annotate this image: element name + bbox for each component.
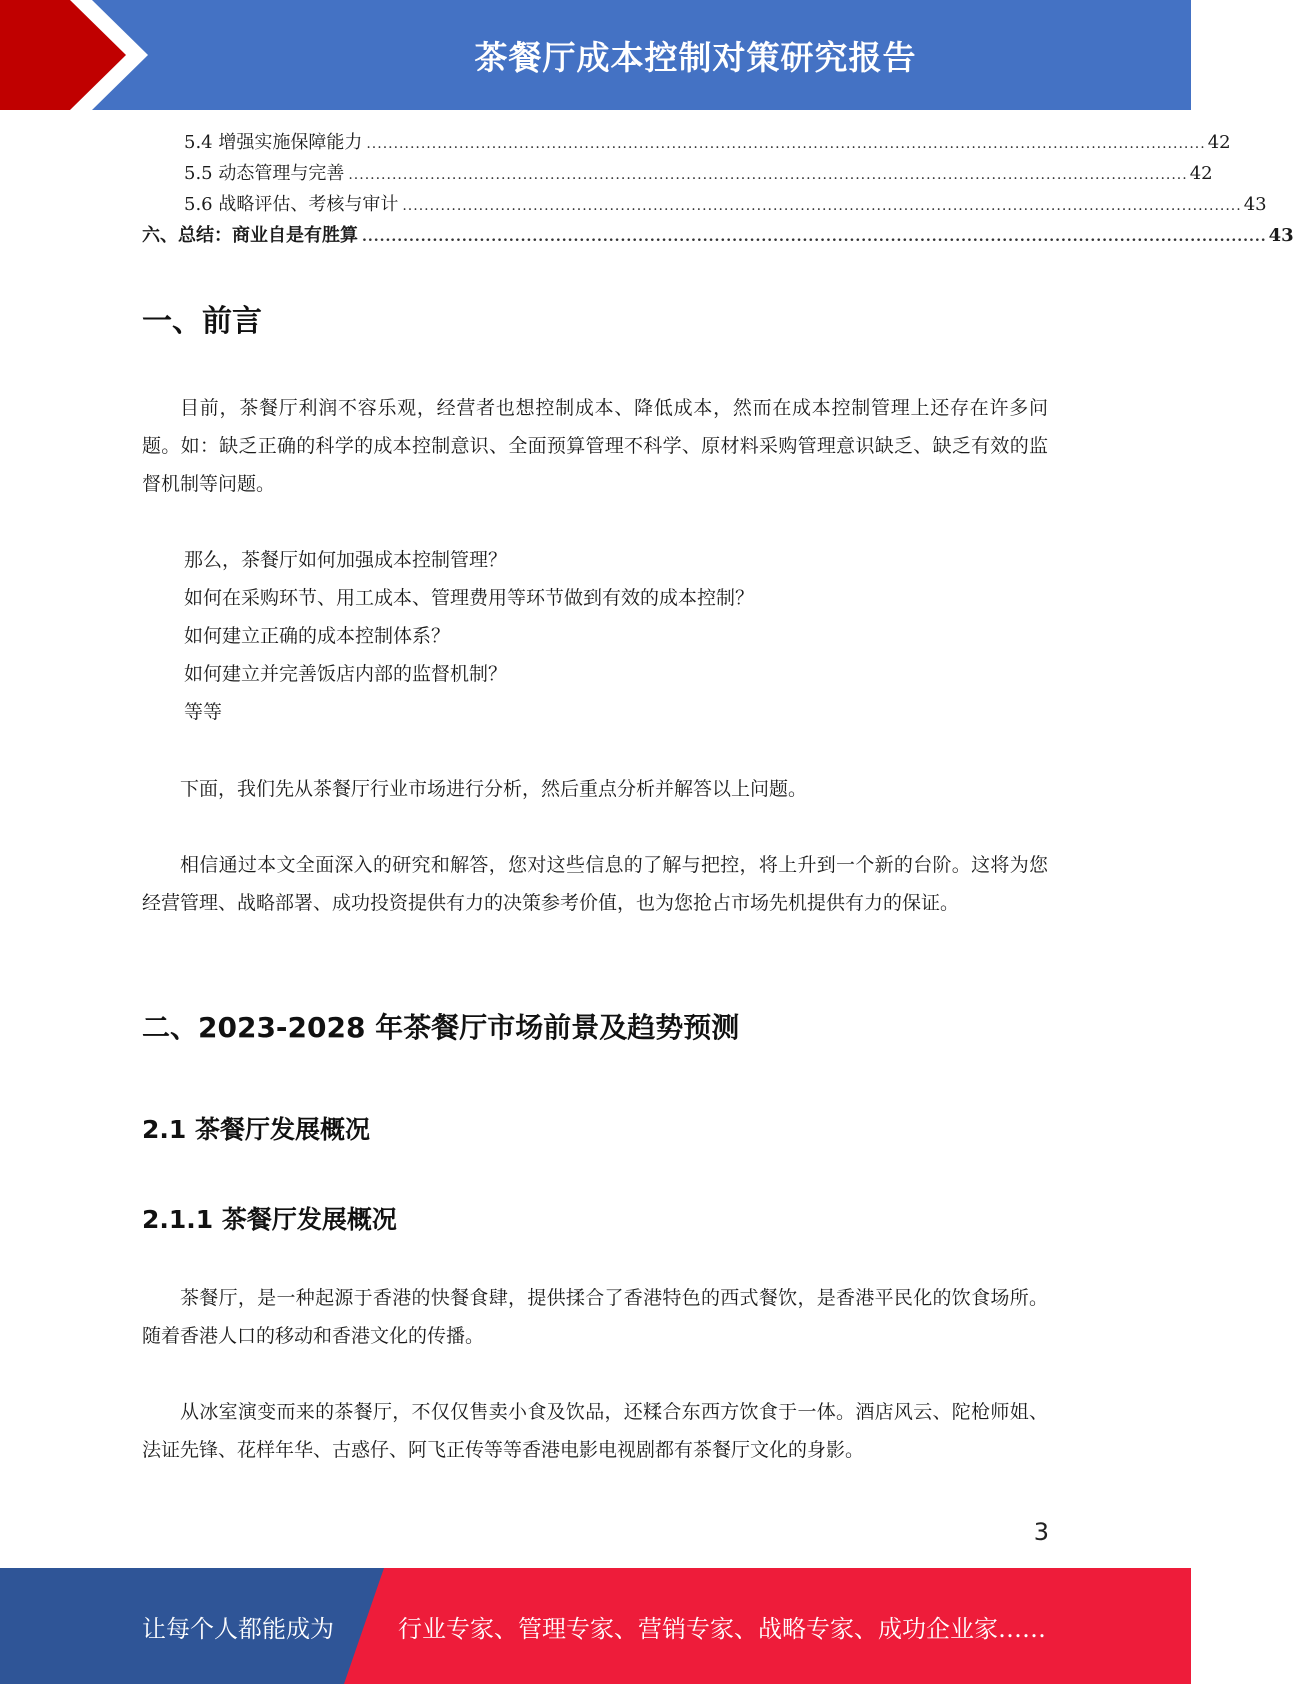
toc-entry-label: 六、总结：商业自是有胜算 [142, 225, 358, 246]
paragraph: 下面，我们先从茶餐厅行业市场进行分析，然后重点分析并解答以上问题。 [180, 778, 808, 800]
toc-entry-label: 5.5 动态管理与完善 [184, 163, 345, 184]
footer-slogan-left: 让每个人都能成为 [142, 1614, 334, 1643]
page-number: 3 [1033, 1518, 1049, 1546]
overview-paragraph-1 [142, 1279, 1048, 1355]
preface-paragraph-2 [142, 770, 1048, 808]
page-footer [0, 1568, 1191, 1684]
header-title: 茶餐厅成本控制对策研究报告 [474, 37, 917, 77]
page-header [0, 0, 1191, 110]
question-item: 如何建立并完善饭店内部的监督机制？ [184, 663, 508, 685]
subsection-heading-2-1: 2.1 茶餐厅发展概况 [142, 1115, 370, 1144]
toc-entry-label: 5.4 增强实施保障能力 [184, 132, 363, 153]
toc-entry-page: 42 [1189, 163, 1213, 184]
toc-dot-leader: .......................................................................................................................................................... [348, 167, 1188, 183]
toc-entry-page: 43 [1268, 225, 1294, 246]
toc-entry-page: 42 [1207, 132, 1231, 153]
paragraph: 茶餐厅，是一种起源于香港的快餐食肆，提供揉合了香港特色的西式餐饮，是香港平民化的饮食场所。随着香港人口的移动和香港文化的传播。 [142, 1287, 1048, 1347]
toc-entry-label: 5.6 战略评估、考核与审计 [184, 194, 399, 215]
toc-entry[interactable] [142, 159, 1213, 190]
overview-paragraph-2 [142, 1393, 1048, 1469]
toc-dot-leader: .......................................................................................................................................................... [362, 229, 1267, 245]
paragraph: 从冰室演变而来的茶餐厅，不仅仅售卖小食及饮品，还糅合东西方饮食于一体。酒店风云、陀枪师姐、法证先锋、花样年华、古惑仔、阿飞正传等等香港电影电视剧都有茶餐厅文化的身影。 [142, 1401, 1048, 1461]
toc-entry[interactable] [142, 221, 1294, 252]
question-item: 如何在采购环节、用工成本、管理费用等环节做到有效的成本控制？ [184, 587, 755, 609]
preface-question-list [142, 541, 1048, 731]
footer-slogan-right: 行业专家、管理专家、营销专家、战略专家、成功企业家…… [398, 1614, 1046, 1643]
preface-paragraph-1 [142, 389, 1048, 503]
toc-entry[interactable] [142, 128, 1231, 159]
question-item: 等等 [184, 701, 223, 723]
section-heading-preface: 一、前言 [142, 304, 262, 339]
question-item: 如何建立正确的成本控制体系？ [184, 625, 451, 647]
table-of-contents [142, 128, 1294, 252]
toc-entry-page: 43 [1243, 194, 1267, 215]
paragraph: 相信通过本文全面深入的研究和解答，您对这些信息的了解与把控，将上升到一个新的台阶。这将为您经营管理、战略部署、成功投资提供有力的决策参考价值，也为您抢占市场先机提供有力的保证。 [142, 854, 1048, 914]
preface-paragraph-3 [142, 846, 1048, 922]
toc-dot-leader: .......................................................................................................................................................... [366, 136, 1206, 152]
toc-entry[interactable] [142, 190, 1267, 221]
subsection-heading-2-1-1: 2.1.1 茶餐厅发展概况 [142, 1205, 397, 1234]
question-item: 那么，茶餐厅如何加强成本控制管理？ [184, 549, 508, 571]
paragraph: 目前，茶餐厅利润不容乐观，经营者也想控制成本、降低成本，然而在成本控制管理上还存在许多问题。如：缺乏正确的科学的成本控制意识、全面预算管理不科学、原材料采购管理意识缺乏、缺乏有效的监督机制等问题。 [142, 397, 1048, 495]
section-heading-market-outlook: 二、2023-2028 年茶餐厅市场前景及趋势预测 [142, 1011, 740, 1044]
toc-dot-leader: .......................................................................................................................................................... [402, 198, 1242, 214]
